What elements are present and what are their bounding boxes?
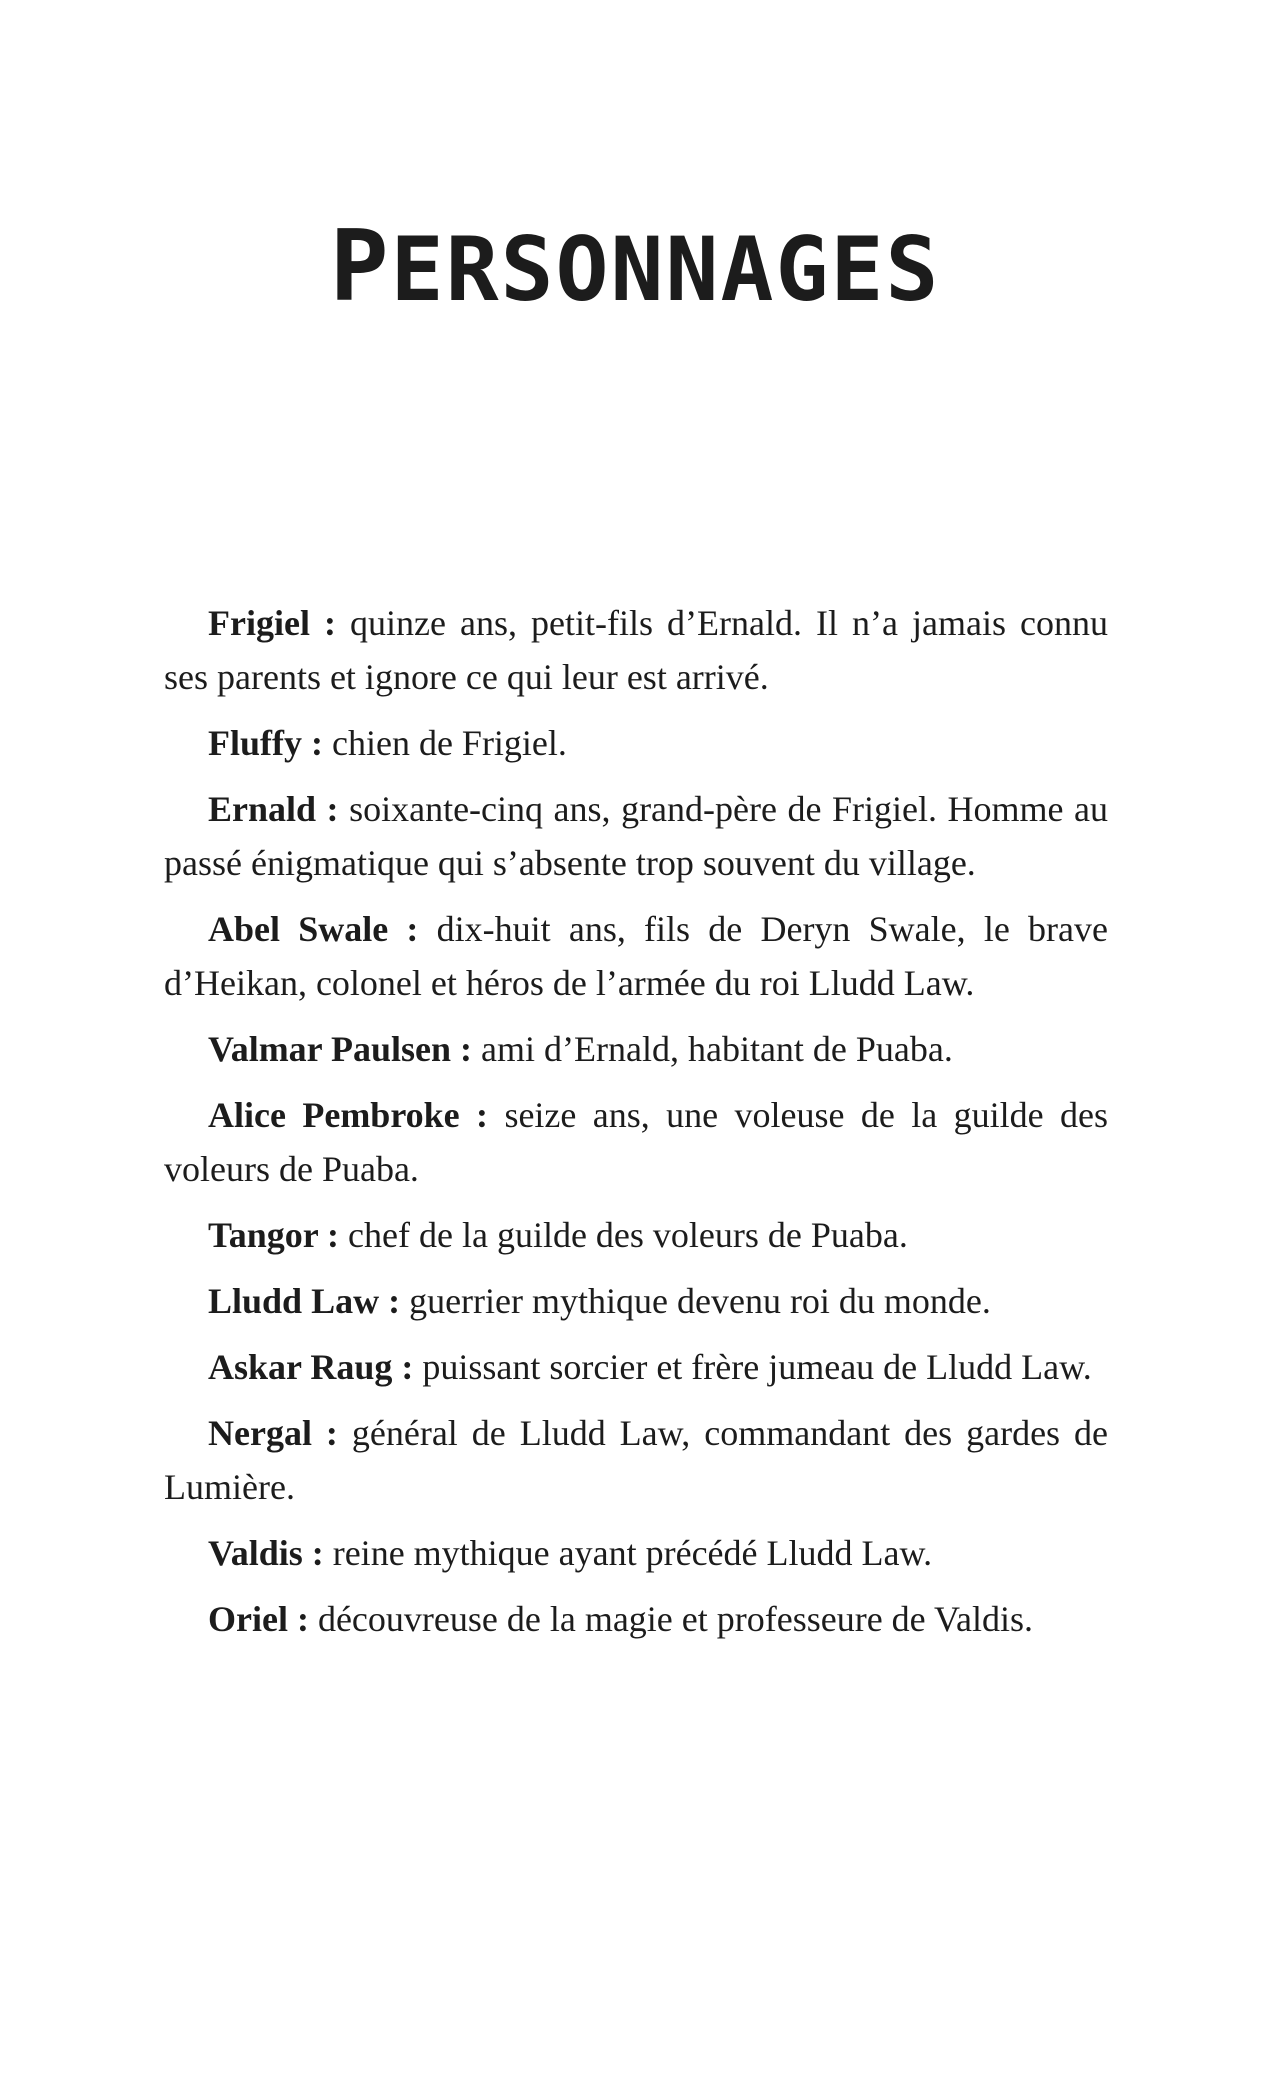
character-description: général de Lludd Law, commandant des gardes de Lumière. [164, 1413, 1109, 1507]
title-first-letter: P [329, 210, 391, 324]
page-title [0, 210, 1270, 324]
character-entry [164, 1022, 1108, 1076]
character-entry [164, 1208, 1108, 1262]
character-name: Oriel : [208, 1599, 309, 1639]
character-entry [164, 716, 1108, 770]
character-description: chef de la guilde des voleurs de Puaba. [339, 1215, 908, 1255]
character-name: Nergal : [208, 1413, 338, 1453]
character-name: Alice Pembroke : [208, 1095, 489, 1135]
character-description: guerrier mythique devenu roi du monde. [400, 1281, 991, 1321]
character-description: dix-huit ans, fils de Deryn Swale, le brave d’Heikan, colonel et héros de l’armée du roi Lludd Law. [164, 909, 1108, 1003]
character-name: Ernald : [208, 789, 339, 829]
character-description: chien de Frigiel. [322, 723, 567, 763]
character-description: ami d’Ernald, habitant de Puaba. [472, 1029, 953, 1069]
character-name: Frigiel : [208, 603, 336, 643]
character-entry [164, 1274, 1108, 1328]
character-entry [164, 1088, 1108, 1196]
character-description: soixante-cinq ans, grand-père de Frigiel. Homme au passé énigmatique qui s’absente trop souvent du village. [164, 789, 1108, 883]
character-description: puissant sorcier et frère jumeau de Lludd Law. [413, 1347, 1092, 1387]
character-name: Tangor : [208, 1215, 340, 1255]
character-entry [164, 596, 1108, 704]
title-rest: ERSONNAGES [390, 218, 941, 321]
character-entry [164, 782, 1108, 890]
character-name: Abel Swale : [208, 909, 419, 949]
character-entry [164, 1592, 1108, 1646]
character-name: Valmar Paulsen : [208, 1029, 473, 1069]
character-entry [164, 1526, 1108, 1580]
character-description: reine mythique ayant précédé Lludd Law. [323, 1533, 933, 1573]
character-entry [164, 1406, 1108, 1514]
character-entry [164, 1340, 1108, 1394]
character-description: découvreuse de la magie et professeure de Valdis. [308, 1599, 1034, 1639]
character-name: Fluffy : [208, 723, 323, 763]
character-name: Askar Raug : [208, 1347, 414, 1387]
character-name: Lludd Law : [208, 1281, 401, 1321]
character-name: Valdis : [208, 1533, 324, 1573]
character-description: seize ans, une voleuse de la guilde des voleurs de Puaba. [164, 1095, 1108, 1189]
character-entry [164, 902, 1108, 1010]
character-description: quinze ans, petit-fils d’Ernald. Il n’a jamais connu ses parents et ignore ce qui leur est arrivé. [164, 603, 1108, 697]
character-list [164, 596, 1108, 1658]
